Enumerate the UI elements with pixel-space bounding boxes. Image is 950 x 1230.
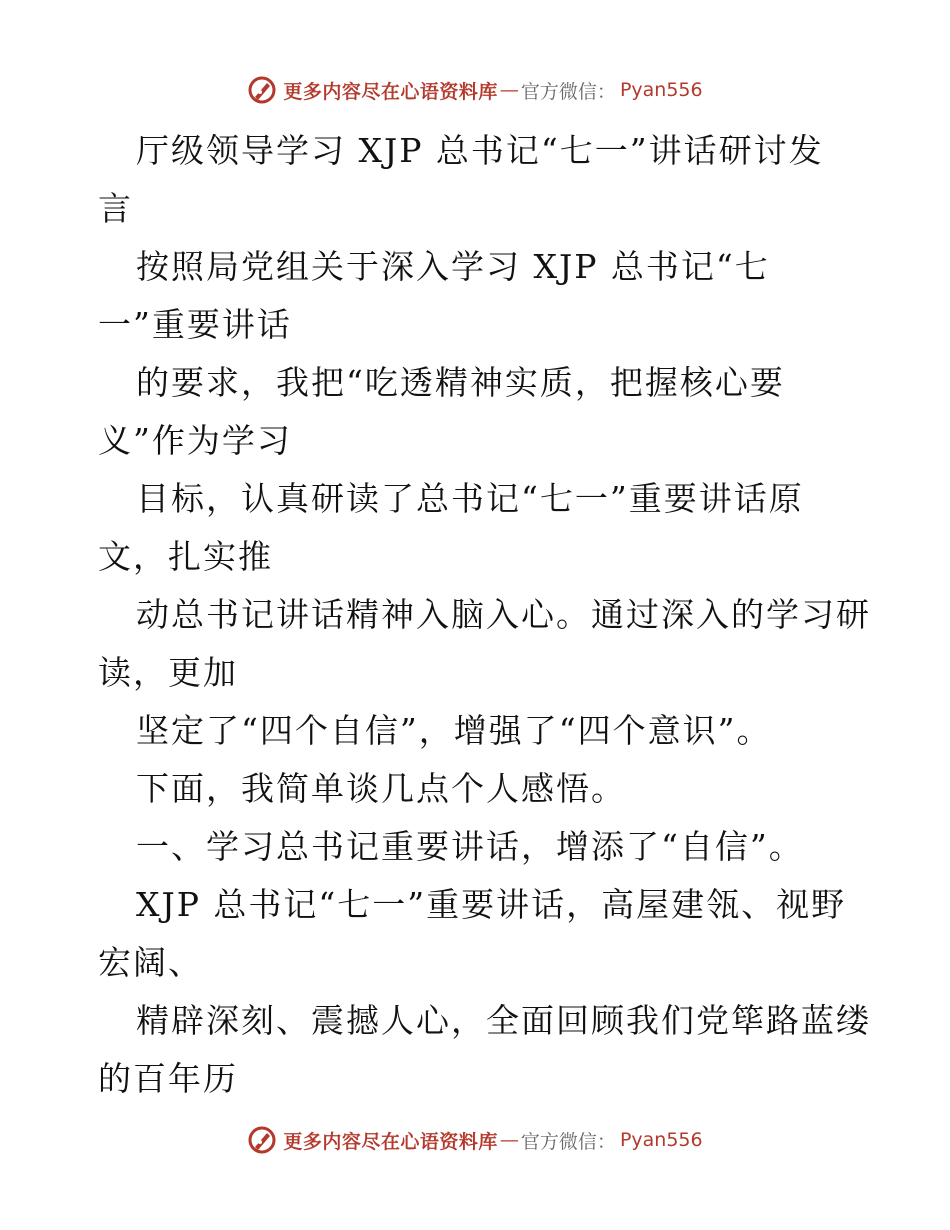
doc-line-title: 厅级领导学习 XJP 总书记“七一”讲话研讨发: [136, 131, 824, 170]
doc-line: 义”作为学习: [98, 421, 292, 460]
brand-text: 更多内容尽在心语资料库: [283, 1130, 498, 1153]
doc-line: 宏阔、: [98, 943, 203, 982]
doc-line: 文，扎实推: [98, 537, 273, 576]
banner-dash: —: [499, 79, 519, 101]
doc-line: 目标，认真研读了总书记“七一”重要讲话原: [136, 479, 804, 518]
brand-text: 更多内容尽在心语资料库: [283, 80, 498, 103]
wechat-id: Pyan556: [619, 79, 703, 101]
doc-line: 的百年历: [98, 1059, 238, 1098]
wechat-label: 官方微信：: [520, 1130, 616, 1153]
doc-line: 一”重要讲话: [98, 305, 292, 344]
doc-line: XJP 总书记“七一”重要讲话，高屋建瓴、视野: [136, 885, 847, 924]
banner-dash: —: [499, 1129, 519, 1151]
doc-line: 动总书记讲话精神入脑入心。通过深入的学习研: [136, 595, 871, 634]
doc-line: 读，更加: [98, 653, 238, 692]
doc-line: 的要求，我把“吃透精神实质，把握核心要: [136, 363, 785, 402]
doc-line: 坚定了“四个自信”，增强了“四个意识”。: [136, 711, 772, 750]
doc-line: 按照局党组关于深入学习 XJP 总书记“七: [136, 247, 770, 286]
doc-heading-section-1: 一、学习总书记重要讲话，增添了“自信”。: [136, 827, 804, 866]
document-body: [98, 122, 878, 1108]
doc-line: 精辟深刻、震撼人心，全面回顾我们党筚路蓝缕: [136, 1001, 871, 1040]
doc-line-title-wrap: 言: [98, 189, 133, 228]
doc-line: 下面，我简单谈几点个人感悟。: [136, 769, 626, 808]
footer-watermark-banner: [0, 1120, 950, 1160]
wechat-label: 官方微信：: [520, 80, 616, 103]
pen-logo-icon: [247, 75, 277, 105]
pen-logo-icon: [247, 1125, 277, 1155]
wechat-id: Pyan556: [619, 1129, 703, 1151]
header-watermark-banner: [0, 70, 950, 110]
